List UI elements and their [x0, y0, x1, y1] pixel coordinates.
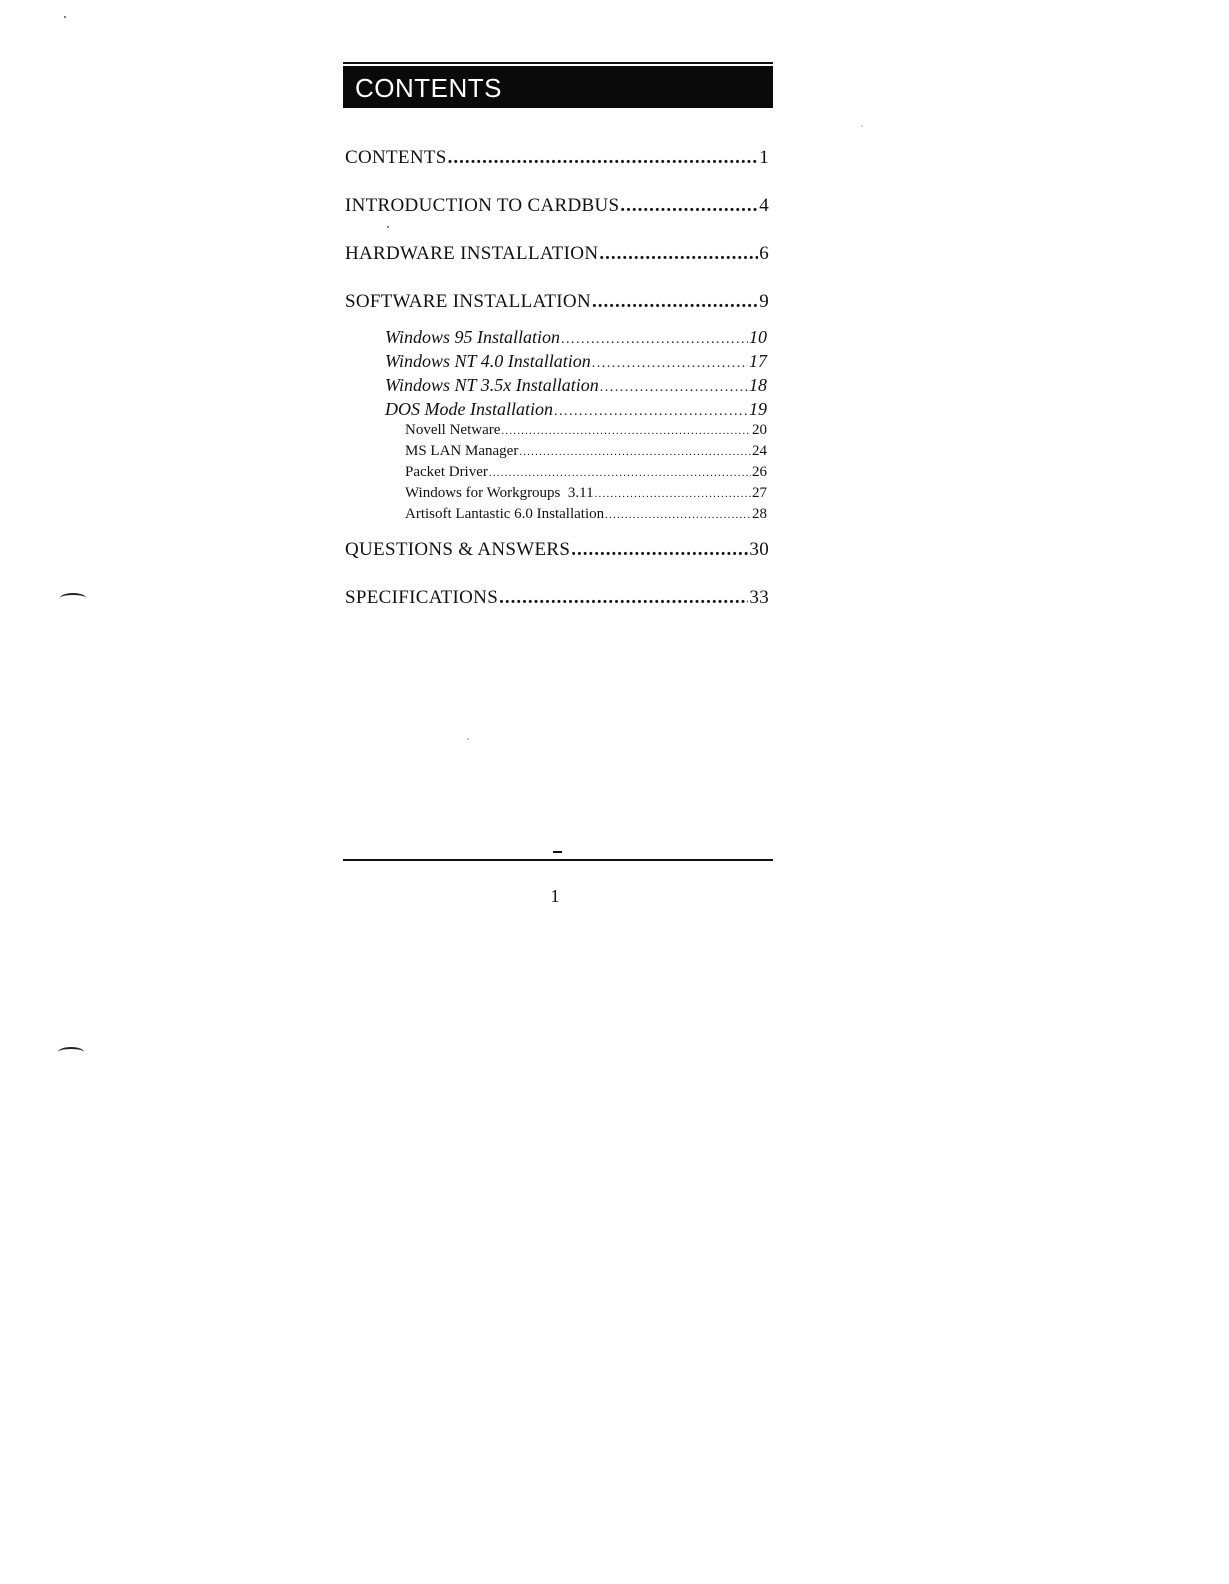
toc-entry-page: 28	[752, 506, 767, 522]
toc-entry-label: SPECIFICATIONS	[345, 587, 499, 608]
dot-leader	[561, 332, 748, 348]
toc-entry-questions-answers[interactable]	[345, 539, 769, 561]
bottom-rule	[343, 859, 773, 861]
dot-leader	[600, 380, 748, 396]
dot-leader	[620, 195, 758, 217]
toc-entry-software-installation[interactable]	[345, 291, 769, 313]
toc-entry-windows-nt-35x[interactable]	[385, 375, 767, 396]
dot-leader	[599, 243, 758, 265]
dot-leader	[501, 425, 751, 437]
toc-entry-hardware-installation[interactable]	[345, 243, 769, 265]
toc-entry-label: Windows NT 4.0 Installation	[385, 351, 591, 371]
toc-entry-page: 26	[752, 464, 767, 480]
toc-entry-page: 19	[749, 399, 767, 419]
toc-entry-label: Windows NT 3.5x Installation	[385, 375, 599, 395]
toc-entry-label: INTRODUCTION TO CARDBUS	[345, 195, 620, 216]
page-title: CONTENTS	[355, 73, 502, 103]
toc-entry-novell-netware[interactable]	[405, 422, 767, 439]
top-rule	[343, 62, 773, 64]
toc-entry-contents[interactable]	[345, 147, 769, 169]
toc-entry-page: 4	[759, 195, 769, 216]
toc-entry-label: Novell Netware	[405, 422, 501, 438]
toc-entry-page: 27	[752, 485, 767, 501]
dot-leader	[592, 356, 748, 372]
toc-entry-label: SOFTWARE INSTALLATION	[345, 291, 591, 312]
toc-entry-page: 6	[759, 243, 769, 264]
toc-entry-windows-for-workgroups[interactable]	[405, 485, 767, 502]
dot-leader	[554, 404, 748, 420]
toc-entry-label: CONTENTS	[345, 147, 447, 168]
toc-entry-windows-95[interactable]	[385, 327, 767, 348]
scan-speck	[467, 738, 469, 740]
toc-entry-page: 10	[749, 327, 767, 347]
toc-entry-ms-lan-manager[interactable]	[405, 443, 767, 460]
dot-leader	[489, 467, 751, 479]
toc-entry-introduction[interactable]	[345, 195, 769, 217]
toc-entry-label: HARDWARE INSTALLATION	[345, 243, 599, 264]
footer-tick-mark	[553, 851, 562, 853]
dot-leader	[571, 539, 748, 561]
scan-artifact-mark	[60, 593, 86, 603]
toc-entry-label: Packet Driver	[405, 464, 488, 480]
scan-artifact-mark	[58, 1047, 84, 1057]
toc-entry-packet-driver[interactable]	[405, 464, 767, 481]
toc-entry-page: 17	[749, 351, 767, 371]
dot-leader	[499, 587, 748, 609]
scan-speck	[64, 16, 66, 18]
toc-entry-specifications[interactable]	[345, 587, 769, 609]
toc-entry-page: 30	[749, 539, 769, 560]
toc-entry-label: Windows for Workgroups 3.11	[405, 485, 594, 501]
toc-entry-artisoft-lantastic[interactable]	[405, 506, 767, 523]
dot-leader	[519, 446, 751, 458]
toc-entry-page: 33	[749, 587, 769, 608]
scan-speck	[387, 226, 389, 228]
toc-entry-label: Artisoft Lantastic 6.0 Installation	[405, 506, 605, 522]
toc-entry-page: 24	[752, 443, 767, 459]
dot-leader	[592, 291, 758, 313]
toc-entry-page: 1	[759, 147, 769, 168]
dot-leader	[595, 488, 751, 500]
dot-leader	[448, 147, 759, 169]
toc-entry-page: 9	[759, 291, 769, 312]
dot-leader	[605, 509, 751, 521]
toc-entry-windows-nt-4[interactable]	[385, 351, 767, 372]
toc-entry-label: DOS Mode Installation	[385, 399, 553, 419]
page-number: 1	[550, 886, 560, 906]
toc-entry-page: 18	[749, 375, 767, 395]
toc-entry-label: QUESTIONS & ANSWERS	[345, 539, 571, 560]
toc-entry-dos-mode[interactable]	[385, 399, 767, 420]
toc-entry-label: MS LAN Manager	[405, 443, 519, 459]
toc-entry-label: Windows 95 Installation	[385, 327, 561, 347]
scan-speck	[861, 125, 863, 127]
toc-entry-page: 20	[752, 422, 767, 438]
heading-banner	[343, 66, 773, 108]
